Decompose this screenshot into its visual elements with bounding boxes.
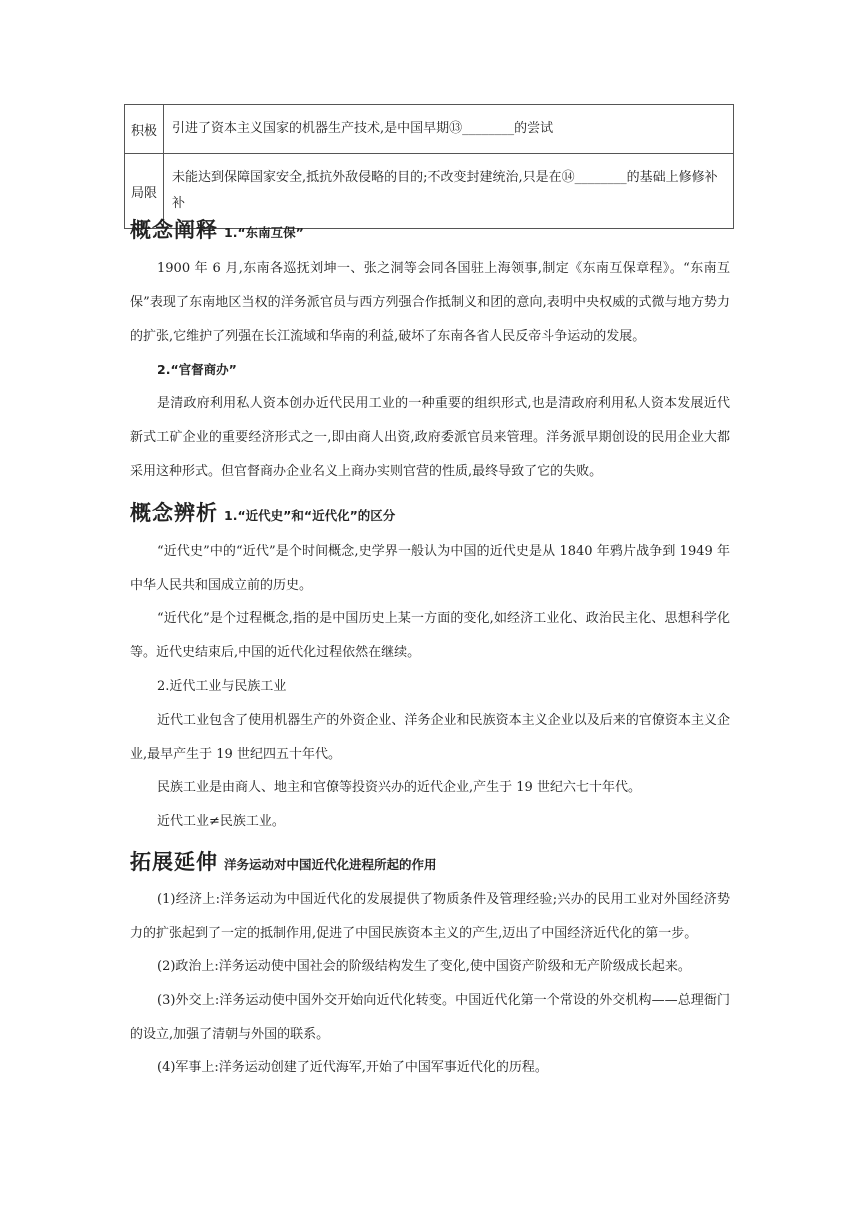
section-subtitle: 1.“近代史”和“近代化”的区分: [224, 508, 396, 523]
section-title: 拓展延伸: [130, 850, 218, 874]
section-heading-extension: [130, 846, 437, 876]
paragraph: (1)经济上:洋务运动为中国近代化的发展提供了物质条件及管理经验;兴办的民用工业对外国经济势力的扩张起到了一定的抵制作用,促进了中国民族资本主义的产生,迈出了中国经济近代化的第一步。: [130, 892, 730, 941]
paragraph: (2)政治上:洋务运动使中国社会的阶级结构发生了变化,使中国资产阶级和无产阶级成长起来。: [157, 959, 691, 974]
row-text-positive: 引进了资本主义国家的机器生产技术,是中国早期⑬________的尝试: [164, 105, 734, 154]
evaluation-table: [124, 104, 734, 229]
sub-heading: 2.“官督商办”: [157, 362, 237, 377]
sub-heading: 2.近代工业与民族工业: [157, 679, 287, 694]
section-subtitle: 洋务运动对中国近代化进程所起的作用: [224, 857, 437, 872]
paragraph: 是清政府利用私人资本创办近代民用工业的一种重要的组织形式,也是清政府利用私人资本发展近代新式工矿企业的重要经济形式之一,即由商人出资,政府委派官员来管理。洋务派早期创设的民用企业大都采用这种形式。但官督商办企业名义上商办实则官营的性质,最终导致了它的失败。: [130, 396, 730, 479]
section-title: 概念阐释: [130, 218, 218, 242]
section-subtitle: 1.“东南互保”: [224, 225, 304, 240]
paragraph: 民族工业是由商人、地主和官僚等投资兴办的近代企业,产生于 19 世纪六七十年代。: [157, 780, 641, 795]
row-label-limitation: 局限: [125, 154, 164, 229]
paragraph: 近代工业≠民族工业。: [157, 814, 285, 829]
paragraph: 近代工业包含了使用机器生产的外资企业、洋务企业和民族资本主义企业以及后来的官僚资本主义企业,最早产生于 19 世纪四五十年代。: [130, 713, 730, 762]
paragraph: “近代化”是个过程概念,指的是中国历史上某一方面的变化,如经济工业化、政治民主化、思想科学化等。近代史结束后,中国的近代化过程依然在继续。: [130, 611, 730, 660]
section-title: 概念辨析: [130, 501, 218, 525]
row-label-positive: 积极: [125, 105, 164, 154]
table-row: [125, 105, 734, 154]
section-heading-concept-analysis: [130, 497, 395, 527]
section-heading-concept-explanation: [130, 214, 304, 244]
paragraph: (3)外交上:洋务运动使中国外交开始向近代化转变。中国近代化第一个常设的外交机构——总理衙门的设立,加强了清朝与外国的联系。: [130, 993, 730, 1042]
paragraph: “近代史”中的“近代”是个时间概念,史学界一般认为中国的近代史是从 1840 年鸦片战争到 1949 年中华人民共和国成立前的历史。: [130, 544, 730, 593]
paragraph: (4)军事上:洋务运动创建了近代海军,开始了中国军事近代化的历程。: [157, 1060, 548, 1075]
row-text-limitation: 未能达到保障国家安全,抵抗外敌侵略的目的;不改变封建统治,只是在⑭________的基础上修修补补: [164, 154, 734, 229]
paragraph: 1900 年 6 月,东南各巡抚刘坤一、张之洞等会同各国驻上海领事,制定《东南互保章程》。“东南互保”表现了东南地区当权的洋务派官员与西方列强合作抵制义和团的意向,表明中央权威的式微与地方势力的扩张,它维护了列强在长江流域和华南的利益,破坏了东南各省人民反帝斗争运动的发展。: [130, 261, 730, 344]
